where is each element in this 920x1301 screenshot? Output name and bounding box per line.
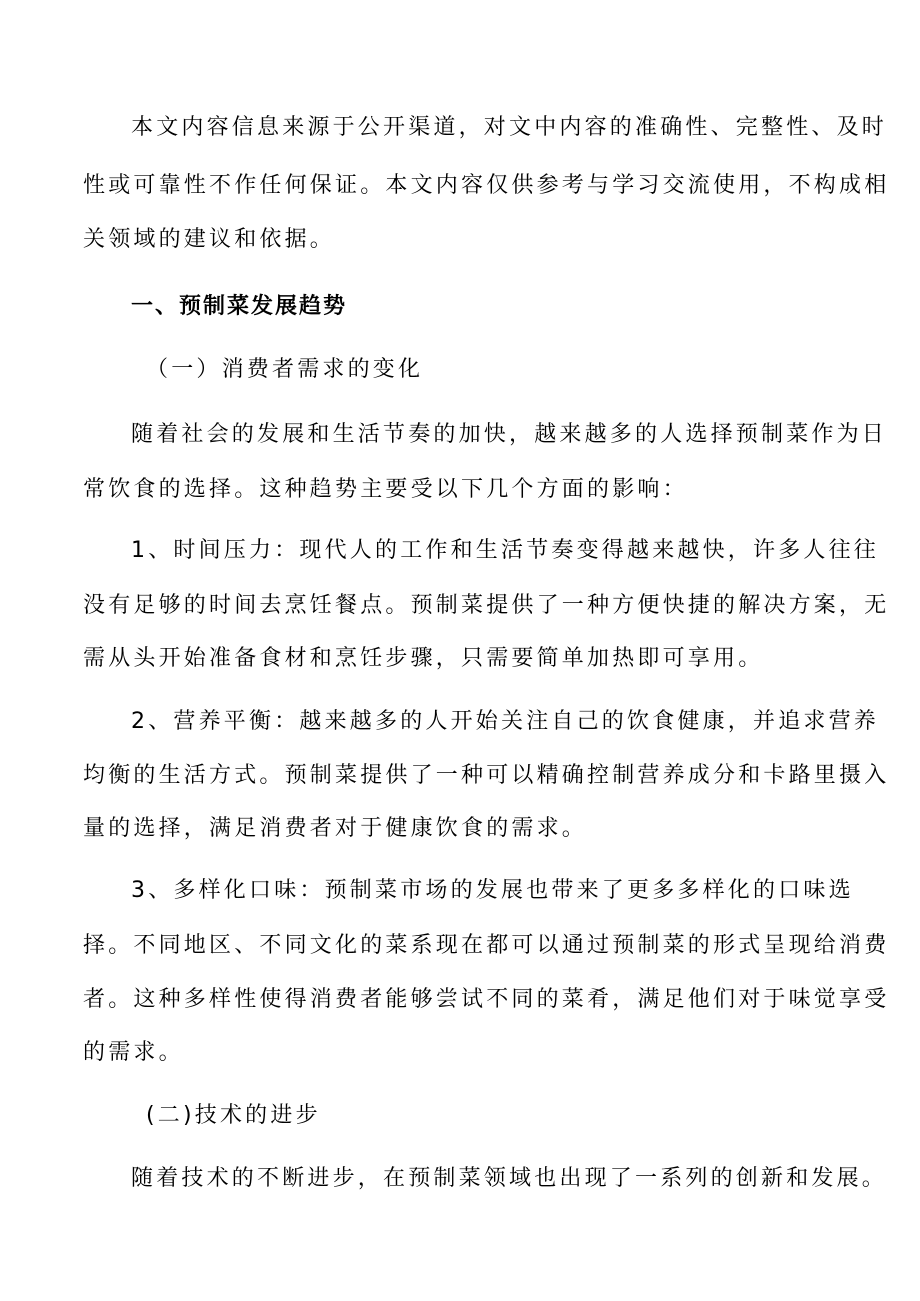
section-heading: 一、预制菜发展趋势 <box>131 294 348 319</box>
point-3-line-1: 3、多样化口味：预制菜市场的发展也带来了更多多样化的口味选 <box>131 878 854 903</box>
point-3-line-4: 的需求。 <box>83 1040 184 1065</box>
disclaimer-line-3: 关领域的建议和依据。 <box>83 227 336 252</box>
point-1-line-3: 需从头开始准备食材和烹饪步骤，只需要简单加热即可享用。 <box>83 646 764 671</box>
point-2-line-3: 量的选择，满足消费者对于健康饮食的需求。 <box>83 816 588 841</box>
point-2-line-2: 均衡的生活方式。预制菜提供了一种可以精确控制营养成分和卡路里摄入 <box>83 763 890 788</box>
point-2-line-1: 2、营养平衡：越来越多的人开始关注自己的饮食健康，并追求营养 <box>131 709 879 734</box>
point-1-line-1: 1、时间压力：现代人的工作和生活节奏变得越来越快，许多人往往 <box>131 538 879 563</box>
subsection-heading-2: (二)技术的进步 <box>146 1103 321 1128</box>
point-3-line-3: 者。这种多样性使得消费者能够尝试不同的菜肴，满足他们对于味觉享受 <box>83 987 890 1012</box>
disclaimer-line-2: 性或可靠性不作任何保证。本文内容仅供参考与学习交流使用，不构成相 <box>83 173 890 198</box>
disclaimer-line-1: 本文内容信息来源于公开渠道，对文中内容的准确性、完整性、及时 <box>131 115 888 140</box>
point-3-line-2: 择。不同地区、不同文化的菜系现在都可以通过预制菜的形式呈现给消费 <box>83 933 890 958</box>
subsection-heading-1: （一）消费者需求的变化 <box>146 357 424 382</box>
intro-line-2: 常饮食的选择。这种趋势主要受以下几个方面的影响： <box>83 477 688 502</box>
tech-intro-line-1: 随着技术的不断进步，在预制菜领域也出现了一系列的创新和发展。 <box>131 1166 888 1191</box>
point-1-line-2: 没有足够的时间去烹饪餐点。预制菜提供了一种方便快捷的解决方案，无 <box>83 593 890 618</box>
intro-line-1: 随着社会的发展和生活节奏的加快，越来越多的人选择预制菜作为日 <box>131 422 888 447</box>
